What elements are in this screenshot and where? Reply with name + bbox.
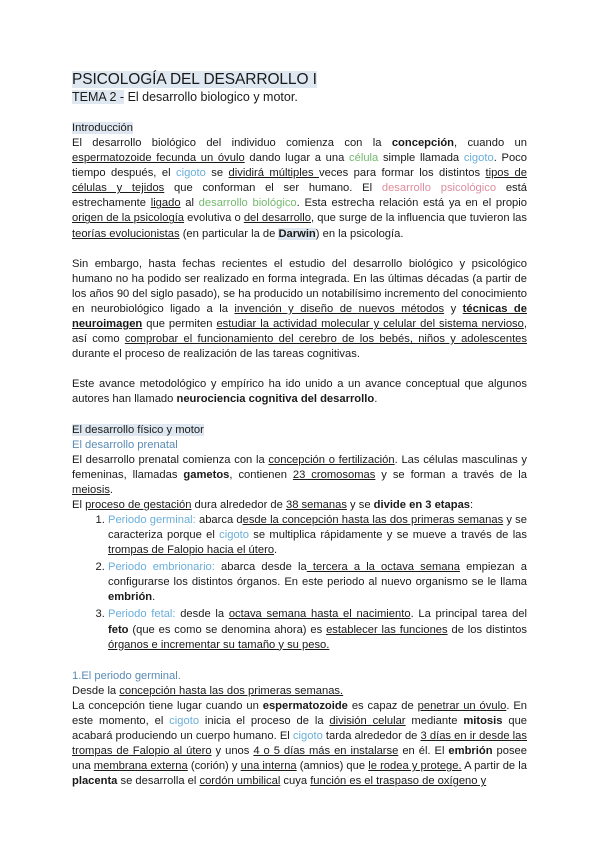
document-title: PSICOLOGÍA DEL DESARROLLO I xyxy=(72,71,317,88)
text-run: 3 días en ir desde las trompas de Falopio al útero xyxy=(72,730,527,758)
text-run: al xyxy=(180,197,199,210)
section-heading-introduccion: Introducción xyxy=(72,122,133,134)
text-run: esde la concepción hasta las dos primeras semanas xyxy=(242,513,504,526)
text-run: cigoto xyxy=(292,730,323,742)
stage-item-fetal xyxy=(108,607,527,652)
text-run: Periodo embrionario: xyxy=(108,561,215,574)
text-run: teorías evolucionistas xyxy=(72,227,180,240)
germinal-paragraph-2 xyxy=(72,699,527,790)
section-heading-desarrollo-fisico: El desarrollo físico y motor xyxy=(72,423,204,436)
text-run: función es el traspaso de oxígeno y xyxy=(310,775,487,788)
text-run: tercera a la octava semana xyxy=(306,561,460,574)
document-page xyxy=(72,70,527,789)
intro-paragraph-2 xyxy=(72,257,527,363)
text-run: espermatozoide fecunda un óvulo xyxy=(72,152,245,165)
gestation-stages-list xyxy=(72,513,527,653)
text-run: . Poco tiempo después, el xyxy=(72,152,527,180)
text-run: proceso de gestación xyxy=(85,498,192,511)
text-run: es capaz de xyxy=(347,699,418,712)
text-run: Desde la xyxy=(72,684,120,697)
text-run: embrión xyxy=(448,745,493,758)
text-run: Periodo fetal: xyxy=(108,608,176,621)
text-run: tarda alrededor de xyxy=(322,730,421,742)
text-run: y xyxy=(444,302,463,315)
text-run: simple llamada xyxy=(378,152,464,165)
text-run: tipos de células y tejidos xyxy=(72,167,527,195)
text-run: Este avance metodológico y empírico ha ido unido a un avance conceptual que algunos autores han llamado xyxy=(72,378,527,406)
text-run: (en particular la de xyxy=(179,227,279,240)
text-run: 38 semanas xyxy=(285,498,347,511)
text-run: dividirá múltiples xyxy=(228,167,320,180)
text-run: 4 o 5 días más en instalarse xyxy=(253,745,399,758)
text-run: concepción hasta las dos primeras semanas. xyxy=(119,684,344,697)
text-run: concepción xyxy=(391,137,454,149)
text-run: empiezan a configurarse los distintos órganos. En este periodo al nuevo organismo se le llama xyxy=(108,561,527,589)
topic-line xyxy=(72,89,527,105)
text-run: . En este momento, el xyxy=(72,699,528,727)
text-run: dando lugar a una xyxy=(244,152,350,165)
text-run: en él. El xyxy=(398,745,449,758)
intro-paragraph-3 xyxy=(72,377,527,407)
text-run: estudiar la actividad molecular y celular del sistema nervioso xyxy=(216,318,524,331)
text-run: durante el proceso de realización de las tareas cognitivas. xyxy=(72,348,360,361)
text-run: placenta xyxy=(72,775,118,788)
text-run: desarrollo psicológico xyxy=(381,182,497,195)
text-run: divide en 3 etapas xyxy=(373,498,471,511)
text-run: abarca desde la xyxy=(214,561,307,574)
text-run: meiosis xyxy=(72,483,110,496)
text-run: establecer las funciones xyxy=(326,623,448,636)
text-run: que acabará produciendo un cuerpo humano. El xyxy=(72,714,528,742)
text-run: (que es como se denomina ahora) es xyxy=(128,623,327,636)
text-run: . xyxy=(152,591,156,604)
text-run: . Esta estrecha relación está ya en el propio xyxy=(296,197,527,210)
subheading-desarrollo-prenatal: El desarrollo prenatal xyxy=(72,438,178,451)
text-run: le rodea y protege. xyxy=(368,760,462,773)
text-run: célula xyxy=(349,152,379,165)
text-run: cordón umbilical xyxy=(199,775,281,788)
text-run: El xyxy=(72,498,86,511)
text-run: gametos xyxy=(183,468,230,481)
intro-paragraph-1 xyxy=(72,136,527,242)
text-run: y se caracteriza porque el xyxy=(108,513,527,541)
text-run: , contienen xyxy=(229,468,293,481)
text-run: neurociencia cognitiva del desarrollo xyxy=(176,393,375,406)
text-run: membrana externa xyxy=(93,760,188,773)
text-run: inicia el proceso de la xyxy=(199,714,330,727)
text-run: feto xyxy=(108,623,129,636)
text-run: órganos e incrementar su tamaño y su peso. xyxy=(108,638,330,651)
text-run: cuya xyxy=(280,775,311,788)
text-run: ligado xyxy=(150,197,181,210)
text-run: que permiten xyxy=(142,318,217,331)
text-run: , cuando un xyxy=(454,137,527,149)
text-run: . La principal tarea del xyxy=(410,608,528,621)
text-run: se multiplica rápidamente y se mueve a través de las xyxy=(249,528,527,541)
text-run: mediante xyxy=(405,714,464,727)
text-run: cigoto xyxy=(463,152,494,165)
text-run: del desarrollo xyxy=(243,212,311,225)
text-run: (corión) y xyxy=(187,760,241,773)
text-run: (amnios) que xyxy=(296,760,369,773)
text-run: espermatozoide xyxy=(262,699,348,712)
text-run: , que surge de la influencia que tuvieron las xyxy=(311,212,527,225)
topic-label: TEMA 2 - xyxy=(72,90,125,104)
prenatal-paragraph-2 xyxy=(72,498,527,513)
text-run: y unos xyxy=(211,745,254,758)
text-run: cigoto xyxy=(176,167,206,180)
text-run: mitosis xyxy=(463,714,503,727)
stage-item-germinal xyxy=(108,513,527,558)
text-run: desde la xyxy=(175,608,229,621)
text-run: El desarrollo biológico del individuo comienza con la xyxy=(72,137,392,149)
text-run: división celular xyxy=(329,714,406,727)
text-run: se desarrolla el xyxy=(117,775,200,788)
text-run: concepción o fertilización xyxy=(268,453,395,466)
text-run: que conforman el ser humano. El xyxy=(164,182,382,195)
text-run: Periodo germinal: xyxy=(108,513,196,526)
text-run: técnicas de neuroimagen xyxy=(72,302,527,331)
text-run: cigoto xyxy=(219,528,249,541)
text-run: ) en la psicología. xyxy=(315,227,404,240)
text-run: , así como xyxy=(72,318,527,346)
stage-item-embrionario xyxy=(108,560,527,605)
text-run: octava semana hasta el nacimiento xyxy=(228,608,411,621)
text-run: . xyxy=(374,393,378,406)
text-run: Sin embargo, hasta fechas recientes el estudio del desarrollo biológico y psicológico humano no ha podido ser realizado en forma integrada. En las últimas décadas (a partir de los años 90 del siglo pasado), se ha producido un notabilísimo incremento del conocimiento en neurobiológico ligado a la xyxy=(72,257,527,315)
text-run: evolutiva o xyxy=(184,212,244,225)
text-run: El desarrollo prenatal comienza con la xyxy=(72,453,269,466)
text-run: una interna xyxy=(240,760,297,773)
subheading-periodo-germinal: 1.El periodo germinal. xyxy=(72,669,181,682)
text-run: invención y diseño de nuevos métodos xyxy=(234,302,445,315)
text-run: Darwin xyxy=(278,227,316,240)
topic-text: El desarrollo biologico y motor. xyxy=(124,90,298,104)
text-run: penetrar un óvulo xyxy=(417,699,507,712)
text-run: cigoto xyxy=(169,714,200,727)
text-run: origen de la psicología xyxy=(72,212,185,225)
text-run: . xyxy=(274,544,278,557)
text-run: embrión xyxy=(108,591,153,604)
text-run: . xyxy=(109,483,114,496)
text-run: trompas de Falopio hacia el útero xyxy=(108,544,275,557)
text-run: dura alrededor de xyxy=(191,498,286,511)
text-run: desarrollo biológico xyxy=(198,197,297,210)
text-run: veces para formar los distintos xyxy=(319,167,486,180)
text-run: posee una xyxy=(72,745,527,773)
text-run: : xyxy=(470,498,474,511)
prenatal-paragraph-1 xyxy=(72,453,527,498)
text-run: comprobar el funcionamiento del cerebro de los bebés, niños y adolescentes xyxy=(124,333,527,346)
text-run: de los distintos xyxy=(447,623,527,636)
text-run: se xyxy=(205,167,229,180)
text-run: y se forman a través de la xyxy=(375,468,527,481)
text-run: . Las células masculinas y femeninas, llamadas xyxy=(72,453,527,481)
text-run: abarca d xyxy=(195,513,243,526)
text-run: y se xyxy=(346,498,374,511)
text-run: A partir de la xyxy=(461,760,527,773)
text-run: La concepción tiene lugar cuando un xyxy=(72,699,263,712)
germinal-paragraph-1 xyxy=(72,684,527,699)
text-run: 23 cromosomas xyxy=(292,468,376,481)
text-run: está estrechamente xyxy=(72,182,527,210)
